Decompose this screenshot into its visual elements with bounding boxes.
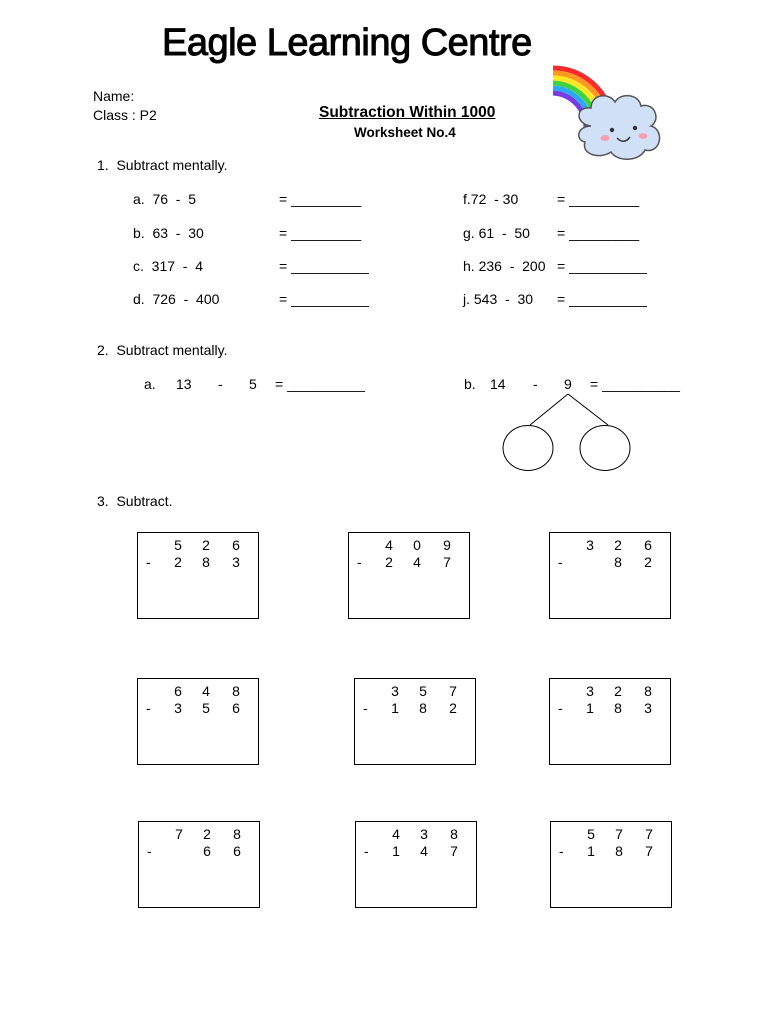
minuend-digit: 4	[392, 826, 400, 842]
worksheet-title: Subtraction Within 1000	[319, 104, 496, 121]
minuend-digit: 6	[232, 537, 240, 553]
subtrahend-digit: 3	[174, 700, 182, 716]
class-label: Class : P2	[93, 107, 157, 123]
minuend-digit: 3	[586, 537, 594, 553]
q1-item-f: f.72 - 30	[463, 191, 519, 207]
minuend-digit: 5	[587, 826, 595, 842]
minuend-digit: 5	[419, 683, 427, 699]
q1-item-d: d. 726 - 400	[133, 291, 220, 307]
bond-line-left	[530, 394, 568, 425]
subtraction-box-8[interactable]	[355, 821, 477, 908]
subtrahend-digit: 8	[614, 554, 622, 570]
q1-item-c: c. 317 - 4	[133, 258, 204, 274]
minuend-digit: 9	[443, 537, 451, 553]
subtrahend-digit: 6	[203, 843, 211, 859]
q1-item-j: j. 543 - 30	[463, 291, 534, 307]
minuend-digit: 5	[174, 537, 182, 553]
q1-item-h: h. 236 - 200	[463, 258, 546, 274]
subtrahend-digit: 1	[586, 700, 594, 716]
minuend-digit: 8	[450, 826, 458, 842]
q2b-answer: = __________	[590, 376, 680, 392]
minuend-digit: 2	[203, 826, 211, 842]
q1-item-b: b. 63 - 30	[133, 225, 204, 241]
subtrahend-digit: 8	[419, 700, 427, 716]
q1-answer-a: = _________	[279, 191, 362, 207]
minus-sign: -	[363, 700, 368, 716]
subtraction-box-7[interactable]	[138, 821, 260, 908]
q1-answer-d: = __________	[279, 291, 369, 307]
subtrahend-digit: 2	[174, 554, 182, 570]
minuend-digit: 3	[586, 683, 594, 699]
q2b-operator: -	[533, 376, 538, 392]
bond-circle-left[interactable]	[503, 426, 553, 471]
minuend-digit: 7	[175, 826, 183, 842]
minus-sign: -	[146, 554, 151, 570]
q1-answer-h: = __________	[557, 258, 647, 274]
minuend-digit: 0	[413, 537, 421, 553]
minuend-digit: 2	[614, 537, 622, 553]
q2a-number-2: 5	[249, 376, 257, 392]
q3-heading: 3. Subtract.	[97, 493, 173, 509]
name-label: Name:	[93, 88, 135, 104]
minus-sign: -	[558, 700, 563, 716]
q2a-label: a.	[144, 376, 156, 392]
subtraction-box-3[interactable]	[549, 532, 671, 619]
minuend-digit: 2	[202, 537, 210, 553]
minuend-digit: 6	[644, 537, 652, 553]
subtrahend-digit: 4	[413, 554, 421, 570]
minuend-digit: 4	[385, 537, 393, 553]
subtrahend-digit: 8	[615, 843, 623, 859]
subtrahend-digit: 7	[645, 843, 653, 859]
subtrahend-digit: 1	[587, 843, 595, 859]
q2a-answer: = __________	[275, 376, 365, 392]
subtrahend-digit: 1	[391, 700, 399, 716]
q2b-number-1: 14	[490, 376, 506, 392]
q1-answer-c: = __________	[279, 258, 369, 274]
minuend-digit: 7	[449, 683, 457, 699]
bond-line-right	[568, 394, 608, 425]
worksheet-number: Worksheet No.4	[354, 125, 456, 140]
subtrahend-digit: 2	[644, 554, 652, 570]
minuend-digit: 3	[420, 826, 428, 842]
q1-answer-b: = _________	[279, 225, 362, 241]
subtrahend-digit: 2	[385, 554, 393, 570]
subtrahend-digit: 1	[392, 843, 400, 859]
minuend-digit: 3	[391, 683, 399, 699]
bond-circle-right[interactable]	[580, 426, 630, 471]
minus-sign: -	[364, 843, 369, 859]
q1-heading: 1. Subtract mentally.	[97, 157, 228, 173]
minus-sign: -	[147, 843, 152, 859]
subtraction-box-9[interactable]	[550, 821, 672, 908]
subtraction-box-4[interactable]	[137, 678, 259, 765]
subtraction-box-2[interactable]	[348, 532, 470, 619]
subtraction-box-6[interactable]	[549, 678, 671, 765]
minuend-digit: 8	[644, 683, 652, 699]
q2a-operator: -	[218, 376, 223, 392]
q1-item-a: a. 76 - 5	[133, 191, 197, 207]
subtrahend-digit: 6	[233, 843, 241, 859]
subtrahend-digit: 3	[644, 700, 652, 716]
q2b-number-2: 9	[564, 376, 572, 392]
q2b-label: b.	[464, 376, 476, 392]
school-name: Eagle Learning Centre	[162, 22, 532, 64]
minuend-digit: 2	[614, 683, 622, 699]
number-bond-diagram	[500, 393, 634, 473]
minus-sign: -	[559, 843, 564, 859]
minuend-digit: 4	[202, 683, 210, 699]
rainbow-cloud-icon	[553, 64, 678, 166]
subtraction-box-5[interactable]	[354, 678, 476, 765]
minuend-digit: 6	[174, 683, 182, 699]
q1-answer-f: = _________	[557, 191, 640, 207]
subtrahend-digit: 3	[232, 554, 240, 570]
minus-sign: -	[146, 700, 151, 716]
minuend-digit: 8	[232, 683, 240, 699]
q1-answer-j: = __________	[557, 291, 647, 307]
subtrahend-digit: 8	[202, 554, 210, 570]
subtrahend-digit: 6	[232, 700, 240, 716]
subtrahend-digit: 2	[449, 700, 457, 716]
subtraction-box-1[interactable]	[137, 532, 259, 619]
q2-heading: 2. Subtract mentally.	[97, 342, 228, 358]
minus-sign: -	[357, 554, 362, 570]
subtrahend-digit: 4	[420, 843, 428, 859]
q2a-number-1: 13	[176, 376, 192, 392]
minuend-digit: 7	[615, 826, 623, 842]
subtrahend-digit: 8	[614, 700, 622, 716]
subtrahend-digit: 5	[202, 700, 210, 716]
minus-sign: -	[558, 554, 563, 570]
q1-answer-g: = _________	[557, 225, 640, 241]
q1-item-g: g. 61 - 50	[463, 225, 530, 241]
subtrahend-digit: 7	[450, 843, 458, 859]
minuend-digit: 8	[233, 826, 241, 842]
subtrahend-digit: 7	[443, 554, 451, 570]
minuend-digit: 7	[645, 826, 653, 842]
